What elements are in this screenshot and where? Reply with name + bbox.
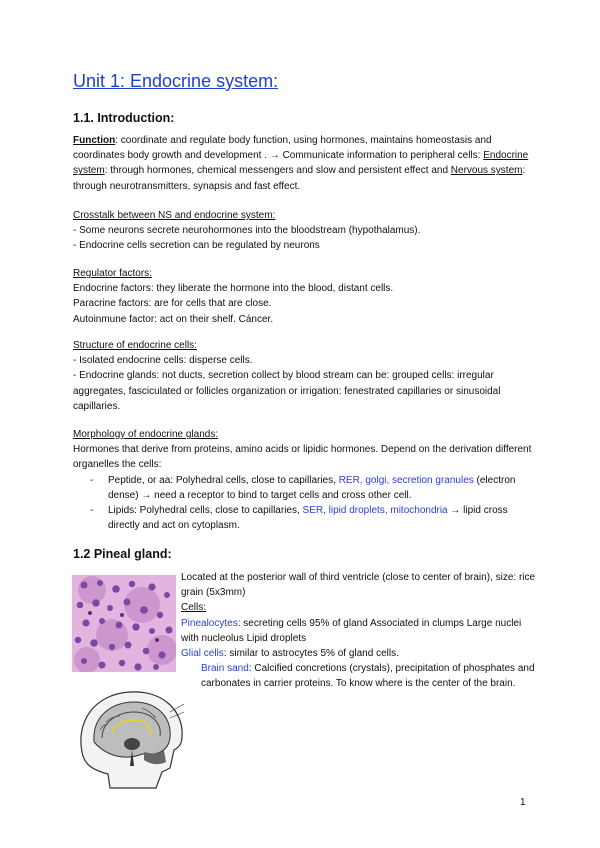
pineal-cells-heading: Cells: — [181, 602, 207, 614]
list-item — [73, 473, 533, 503]
structure-line: - Endocrine glands: not ducts, secretion collect by blood stream can be: grouped cells: irregular aggregates, fasciculated or follicles organization or irrigation: fenestrated capillaries or sinusoidal capillaries. — [73, 370, 501, 412]
regulator-section — [73, 266, 533, 327]
structure-line: - Isolated endocrine cells: disperse cells. — [73, 355, 253, 367]
function-paragraph — [73, 133, 533, 194]
function-label: Function — [73, 135, 116, 146]
crosstalk-line: - Some neurons secrete neurohormones into the bloodstream (hypothalamus). — [73, 225, 421, 237]
brain-sand-line — [181, 661, 541, 691]
morphology-heading: Morphology of endocrine glands: — [73, 429, 219, 440]
morphology-intro: Hormones that derive from proteins, amino acids or lipidic hormones. Depend on the derivation different organelles the cells: — [73, 444, 532, 471]
brain-sand-text: : Calcified concretions (crystals), precipitation of phosphates and carbonates in carrier proteins. To know where is the center of the brain. — [201, 663, 535, 690]
function-text-3: : through neurotransmitters, synapsis and fast effect. — [73, 165, 526, 192]
pinealocytes-line — [181, 616, 541, 646]
function-text-2: : through hormones, chemical messengers and slow and persistent effect and — [104, 165, 451, 177]
endocrine-system-label: Endocrine system — [73, 150, 529, 177]
page-title: Unit 1: Endocrine system: — [73, 71, 279, 91]
crosstalk-section — [73, 208, 533, 254]
function-text-1: : coordinate and regulate body function, using hormones, maintains homeostasis and coordinates body growth and development . → Communicate information to peripheral cells: — [73, 135, 492, 162]
list-item — [73, 503, 533, 533]
structure-section — [73, 338, 533, 414]
pinealocytes-label: Pinealocytes — [181, 617, 238, 629]
pineal-location: Located at the posterior wall of third ventricle (close to center of brain), size: rice grain (5x3mm) — [181, 572, 536, 599]
regulator-line: Endocrine factors: they liberate the hormone into the blood, distant cells. — [73, 283, 394, 295]
list-marker: - — [90, 474, 94, 486]
crosstalk-line: - Endocrine cells secretion can be regulated by neurons — [73, 240, 320, 252]
list-marker: - — [90, 505, 94, 517]
regulator-line: Paracrine factors: are for cells that are close. — [73, 298, 272, 310]
heading-introduction: 1.1. Introduction: — [73, 111, 175, 125]
brain-svg — [72, 682, 192, 790]
brain-sand-label: Brain sand — [201, 663, 249, 675]
heading-pineal-gland: 1.2 Pineal gland: — [73, 547, 172, 561]
crosstalk-heading: Crosstalk between NS and endocrine system: — [73, 210, 276, 221]
pinealocytes-text: : secreting cells 95% of gland Associated in clumps Large nuclei with nucleolus Lipid droplets — [181, 617, 522, 644]
nervous-system-label: Nervous system — [450, 165, 523, 177]
morphology-list — [73, 473, 533, 534]
item-text: Peptide, or aa: Polyhedral cells, close to capillaries, — [108, 474, 339, 486]
morphology-section — [73, 427, 533, 533]
regulator-line: Autoinmune factor: act on their shelf. Cáncer. — [73, 313, 274, 325]
glial-line — [181, 646, 541, 661]
page-number: 1 — [520, 797, 526, 808]
regulator-heading: Regulator factors: — [73, 268, 152, 279]
item-text: → lipid cross directly and act on cytoplasm. — [108, 505, 508, 532]
glial-label: Glial cells — [181, 648, 224, 660]
histology-micrograph-image — [72, 575, 176, 672]
item-text: Lipids: Polyhedral cells, close to capillaries, — [108, 505, 303, 517]
item-text: (electron dense) → need a receptor to bind to target cells and cross other cell. — [108, 474, 516, 501]
brain-sagittal-diagram-image — [72, 682, 192, 790]
structure-heading: Structure of endocrine cells: — [73, 340, 197, 351]
glial-text: : similar to astrocytes 5% of gland cells. — [223, 648, 399, 660]
item-organelles: SER, lipid droplets, mitochondria — [302, 505, 448, 517]
micrograph-svg — [72, 575, 176, 672]
item-organelles: RER, golgi, secretion granules — [338, 474, 474, 486]
pineal-description — [181, 570, 541, 692]
